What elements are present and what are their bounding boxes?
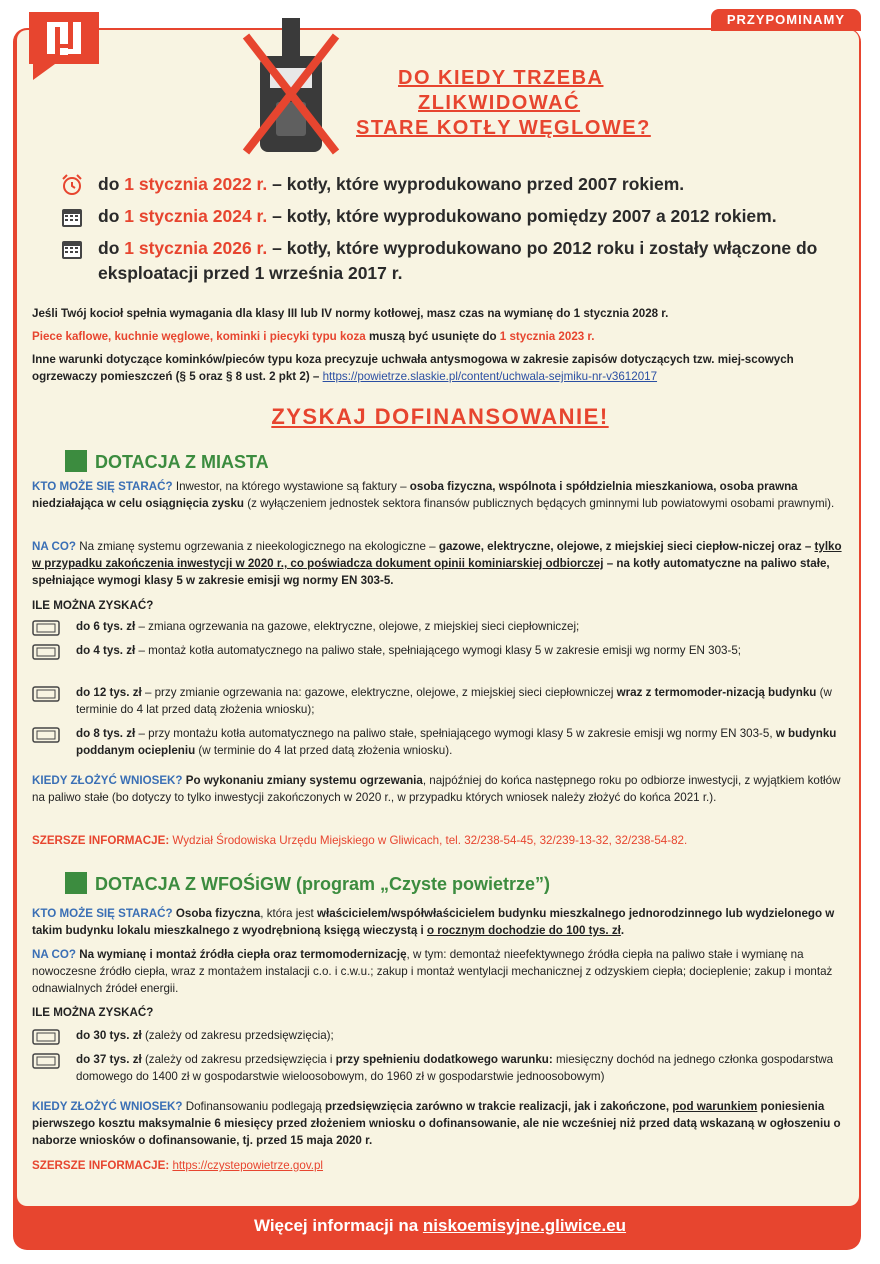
wfos-heading-text: DOTACJA Z WFOŚiGW (program „Czyste powietrze”) — [95, 874, 551, 894]
amount-text: (w terminie do 4 lat przed datą złożenia wniosku); — [76, 686, 832, 716]
city-amount-item — [32, 642, 850, 659]
deadline-date: 1 stycznia 2024 r. — [124, 206, 268, 226]
footer-text: Więcej informacji na — [253, 1216, 423, 1235]
amount: do 6 tys. zł — [76, 620, 136, 633]
city-info — [32, 832, 850, 849]
city-amount-item — [32, 618, 850, 635]
wfos-what — [32, 946, 850, 997]
wfos-section-heading — [65, 872, 550, 895]
what-label: NA CO? — [32, 948, 77, 961]
alarm-clock-icon — [60, 173, 84, 197]
amount: do 12 tys. zł — [76, 686, 142, 699]
green-square-icon — [65, 450, 87, 472]
amount-text: (zależy od zakresu przedsięwzięcia i — [141, 1053, 336, 1066]
amount-text: – przy montażu kotła automatycznego na paliwo stałe, spełniającego wymogi klasy 5 w zakresie emisji wg normy EN 303-5, — [135, 727, 776, 740]
banknote-icon — [32, 620, 60, 636]
what-underlined: tylko w przypadku zakończenia inwestycji w 2020 r., co poświadcza dokument opinii kominiarskiej odbiorczej — [32, 540, 842, 570]
resolution-link[interactable]: https://powietrze.slaskie.pl/content/uchwala-sejmiku-nr-v3612017 — [322, 370, 658, 383]
exclamation-icon — [25, 8, 103, 84]
amount: do 4 tys. zł — [76, 644, 136, 657]
what-text: , w tym: demontaż nieefektywnego źródła ciepła na paliwo stałe i wymianę na nowoczesne źródło ciepła, wraz z montażem instalacji c.o. i c.w.u.; zakup i montaż wentylacji mechanicznej z odzyskiem ciepła; docieplenie; zakup i montaż odnawialnych źródeł energii. — [32, 948, 833, 995]
title-line: ZLIKWIDOWAĆ — [418, 92, 581, 114]
footer — [0, 1216, 880, 1236]
amount-text: – przy zmianie ogrzewania na: gazowe, elektryczne, olejowe, z miejskiej sieci ciepłowniczej — [141, 686, 617, 699]
amount-text: (zależy od zakresu przedsięwzięcia); — [141, 1029, 334, 1042]
amount-bold: przy spełnieniu dodatkowego warunku: — [335, 1053, 553, 1066]
city-what — [32, 538, 850, 589]
who-bold: właścicielem/współwłaścicielem budynku mieszkalnego jednorodzinnego lub wydzielonego w takim budynku lokalu mieszkalnego z wyodrębnioną księgą wieczystą i — [32, 907, 835, 937]
when-text: , najpóźniej do końca następnego roku po odbiorze inwestycji, z wyjątkiem kotłów na paliwo stałe (bo dotyczy to tylko inwestycji zakończonych w 2020 r., w przypadku których wniosek należy złożyć do końca 2021 r.). — [32, 774, 841, 804]
who-bold: Osoba fizyczna — [172, 907, 261, 920]
note-boiler-class: Jeśli Twój kocioł spełnia wymagania dla klasy III lub IV normy kotłowej, masz czas na wymianę do 1 stycznia 2028 r. — [32, 307, 669, 320]
deadline-prefix: do — [98, 238, 125, 258]
deadline-text: – kotły, które wyprodukowano po 2012 roku i zostały włączone do eksploatacji przed 1 września 2017 r. — [98, 238, 818, 283]
city-amount-item — [32, 684, 850, 718]
note-stoves-text: muszą być usunięte do — [365, 330, 500, 343]
who-text: , która jest — [260, 907, 317, 920]
amount: do 30 tys. zł — [76, 1029, 142, 1042]
banknote-icon — [32, 1053, 60, 1069]
deadline-date: 1 stycznia 2026 r. — [124, 238, 268, 258]
deadline-item — [60, 204, 850, 229]
note-resolution — [32, 351, 850, 385]
footer-link[interactable]: niskoemisyjne.gliwice.eu — [422, 1216, 627, 1235]
banknote-icon — [32, 686, 60, 702]
wfos-who — [32, 905, 850, 939]
amount: do 8 tys. zł — [76, 727, 136, 740]
who-bold: . — [620, 924, 625, 937]
info-text: Wydział Środowiska Urzędu Miejskiego w Gliwicach, tel. 32/238-54-45, 32/239-13-32, 32/238-54-82. — [169, 834, 688, 847]
crossed-boiler-icon — [238, 16, 344, 156]
amount-bold: wraz z termomoder-nizacją budynku — [616, 686, 817, 699]
deadline-item — [60, 236, 850, 286]
deadline-prefix: do — [98, 174, 125, 194]
wfos-info — [32, 1157, 850, 1174]
when-bold: poniesienia pierwszego kosztu maksymalnie 6 miesięcy przed złożeniem wniosku o dofinansowanie, ale nie wcześniej niż przed datą wskazaną w ogłoszeniu o naborze wniosków o dofinansowanie, tj. przed 15 maja 2020 r. — [32, 1100, 841, 1147]
when-text: Dofinansowaniu podlegają — [182, 1100, 325, 1113]
note-stoves-subject: Piece kaflowe, kuchnie węglowe, kominki i piecyki typu koza — [32, 330, 366, 343]
who-bold: osoba fizyczna, wspólnota i spółdzielnia mieszkaniowa, osoba prawna niedziałająca w celu osiągnięcia zysku — [32, 480, 798, 510]
title-line: STARE KOTŁY WĘGLOWE? — [356, 117, 651, 139]
who-text: Inwestor, na którego wystawione są faktury – — [172, 480, 410, 493]
when-bold: Po wykonaniu zmiany systemu ogrzewania — [182, 774, 423, 787]
deadline-date: 1 stycznia 2022 r. — [124, 174, 268, 194]
amount-text: miesięczny dochód na jednego członka gospodarstwa domowego do 1400 zł w gospodarstwie wieloosobowym, do 1960 zł w gospodarstwie jednoosobowym) — [76, 1053, 834, 1083]
czyste-powietrze-link[interactable]: https://czystepowietrze.gov.pl — [172, 1159, 324, 1172]
info-label: SZERSZE INFORMACJE: — [32, 834, 170, 847]
banknote-icon — [32, 644, 60, 660]
who-underlined: o rocznym dochodzie do 100 tys. zł — [426, 924, 621, 937]
calendar-icon — [60, 205, 84, 229]
wfos-when — [32, 1098, 850, 1149]
city-how-much-label: ILE MOŻNA ZYSKAĆ? — [32, 599, 154, 612]
when-underlined: pod warunkiem — [672, 1100, 758, 1113]
city-who — [32, 478, 850, 512]
amount-bold: w budynku poddanym ociepleniu — [76, 727, 837, 757]
reminder-tag: PRZYPOMINAMY — [711, 9, 861, 31]
banknote-icon — [32, 1029, 60, 1045]
amount-text: – montaż kotła automatycznego na paliwo stałe, spełniającego wymogi klasy 5 w zakresie emisji wg normy EN 303-5; — [135, 644, 742, 657]
title-line: DO KIEDY TRZEBA — [398, 67, 604, 89]
banknote-icon — [32, 727, 60, 743]
deadline-text: – kotły, które wyprodukowano pomiędzy 2007 a 2012 rokiem. — [267, 206, 777, 226]
what-label: NA CO? — [32, 540, 77, 553]
funding-title: ZYSKAJ DOFINANSOWANIE! — [271, 404, 609, 429]
main-title — [350, 66, 670, 141]
wfos-how-much-label: ILE MOŻNA ZYSKAĆ? — [32, 1006, 154, 1019]
note-resolution-text: Inne warunki dotyczące kominków/pieców typu koza precyzuje uchwała antysmogowa w zakresie zapisów dotyczących tzw. miej-scowych ogrzewaczy pomieszczeń (§ 5 oraz § 8 ust. 2 pkt 2) – — [32, 353, 794, 383]
amount-text: – zmiana ogrzewania na gazowe, elektryczne, olejowe, z miejskiej sieci ciepłowniczej; — [135, 620, 580, 633]
note-stoves-date: 1 stycznia 2023 r. — [499, 330, 595, 343]
what-bold: Na wymianę i montaż źródła ciepła oraz termomodernizację — [76, 948, 407, 961]
amount: do 37 tys. zł — [76, 1053, 142, 1066]
when-label: KIEDY ZŁOŻYĆ WNIOSEK? — [32, 1100, 183, 1113]
note-stoves — [32, 328, 850, 345]
green-square-icon — [65, 872, 87, 894]
wfos-amount-item — [32, 1027, 850, 1044]
what-text: Na zmianę systemu ogrzewania z nieekologicznego na ekologiczne – — [76, 540, 439, 553]
what-bold: gazowe, elektryczne, olejowe, z miejskiej sieci ciepłow-niczej oraz – — [438, 540, 815, 553]
who-label: KTO MOŻE SIĘ STARAĆ? — [32, 480, 173, 493]
city-section-heading — [65, 450, 269, 473]
when-bold: przedsięwzięcia zarówno w trakcie realizacji, jak i zakończone, — [324, 1100, 673, 1113]
city-heading-text: DOTACJA Z MIASTA — [95, 452, 269, 472]
city-amount-item — [32, 725, 850, 759]
calendar-icon — [60, 237, 84, 261]
info-label: SZERSZE INFORMACJE: — [32, 1159, 170, 1172]
who-label: KTO MOŻE SIĘ STARAĆ? — [32, 907, 173, 920]
amount-text: (w terminie do 4 lat przed datą złożenia wniosku). — [195, 744, 453, 757]
what-bold: – na kotły automatyczne na paliwo stałe, spełniające wymogi klasy 5 w zakresie emisji wg normy EN 303-5. — [32, 557, 830, 587]
who-text: (z wyłączeniem jednostek sektora finansów publicznych będących gminnymi lub powiatowymi osobami prawnymi). — [244, 497, 835, 510]
deadline-prefix: do — [98, 206, 125, 226]
wfos-amount-item — [32, 1051, 850, 1085]
deadline-item — [60, 172, 850, 197]
deadline-text: – kotły, które wyprodukowano przed 2007 rokiem. — [267, 174, 685, 194]
city-when — [32, 772, 850, 806]
when-label: KIEDY ZŁOŻYĆ WNIOSEK? — [32, 774, 183, 787]
